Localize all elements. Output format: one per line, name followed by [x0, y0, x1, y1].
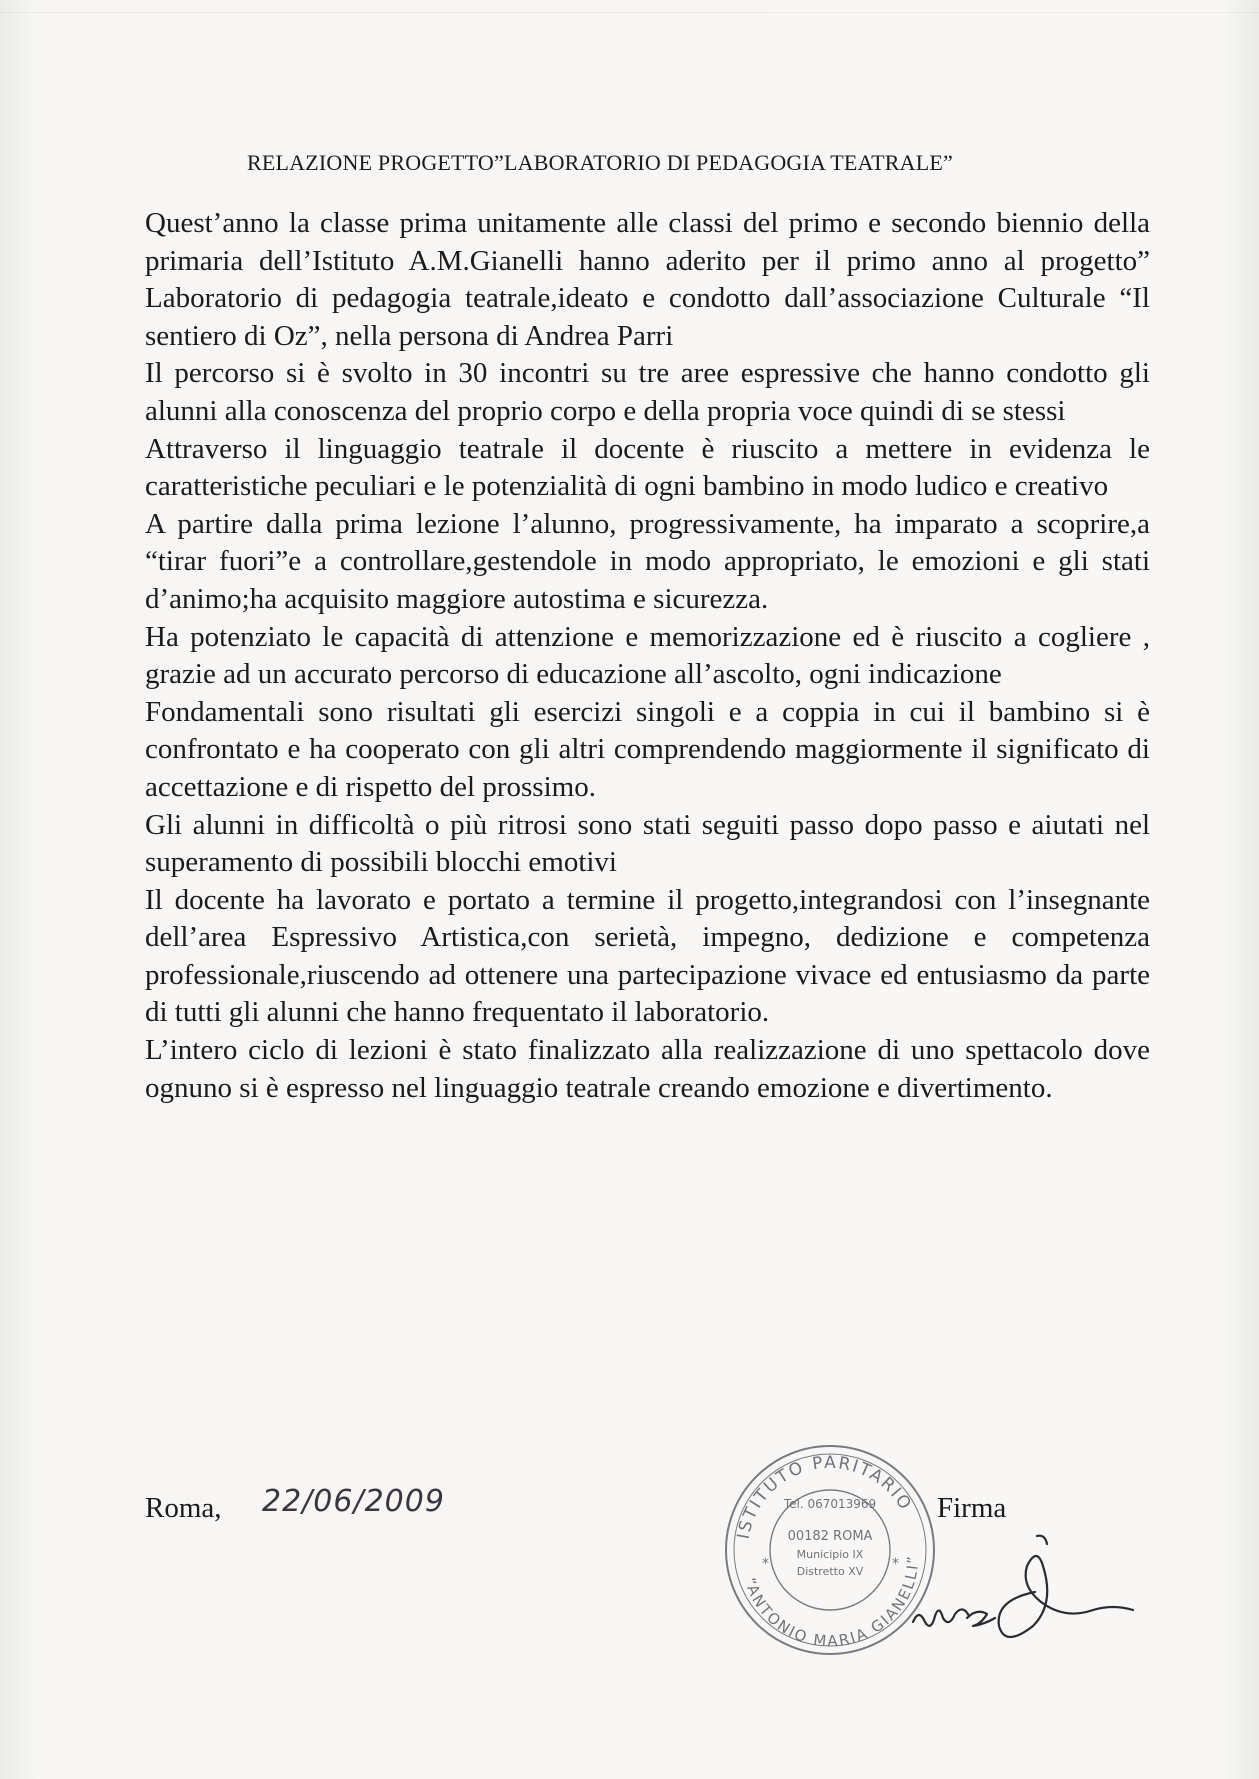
paragraph: Quest’anno la classe prima unitamente alle classi del primo e secondo biennio della primaria dell’Istituto A.M.Gianelli hanno aderito per il primo anno al progetto” Laboratorio di pedagogia teatrale,ideato e condotto dall’associazione Culturale “Il sentiero di Oz”, nella persona di Andrea Parri [145, 207, 1150, 352]
stamp-ring-text: ISTITUTO PARITARIO [733, 1452, 916, 1541]
svg-text:*: * [762, 1556, 769, 1572]
paragraph: Il docente ha lavorato e portato a termine il progetto,integrandosi con l’insegnante dell’area Espressivo Artistica,con serietà, impegno, dedizione e competenza professionale,riuscendo ad ottenere una partecipazione vivace ed entusiasmo da parte di tutti gli alunni che hanno frequentato il laboratorio. [145, 883, 1150, 1029]
paragraph: A partire dalla prima lezione l’alunno, progressivamente, ha imparato a scoprire,a “tirar fuori”e a controllare,gestendole in modo appropriato, le emozioni e gli stati d’animo;ha acquisito maggiore autostima e sicurezza. [145, 507, 1150, 615]
stamp-line1: 00182 ROMA [787, 1529, 873, 1544]
place-label: Roma, [145, 1492, 222, 1524]
handwritten-signature [905, 1530, 1165, 1660]
signature-label: Firma [937, 1492, 1007, 1524]
stamp-line2: Municipio IX [796, 1548, 864, 1561]
paragraph: Gli alunni in difficoltà o più ritrosi sono stati seguiti passo dopo passo e aiutati nel superamento di possibili blocchi emotivi [145, 808, 1150, 879]
paragraph: L’intero ciclo di lezioni è stato finalizzato alla realizzazione di uno spettacolo dove ognuno si è espresso nel linguaggio teatrale creando emozione e divertimento. [145, 1034, 1150, 1104]
stamp-phone: Tel. 067013969 [783, 1497, 877, 1511]
paragraph: Il percorso si è svolto in 30 incontri su tre aree espressive che hanno condotto gli alunni alla conoscenza del proprio corpo e della propria voce quindi di se stessi [145, 357, 1150, 427]
fold-line [0, 12, 1259, 13]
svg-text:*: * [892, 1556, 899, 1572]
svg-text:“ANTONIO MARIA GIANELLI”: “ANTONIO MARIA GIANELLI” [740, 1554, 923, 1651]
document-body [145, 205, 1150, 1107]
paragraph: Fondamentali sono risultati gli esercizi singoli e a coppia in cui il bambino si è confrontato e ha cooperato con gli altri comprendendo maggiormente il significato di accettazione e di rispetto del prossimo. [145, 695, 1150, 803]
document-heading: RELAZIONE PROGETTO”LABORATORIO DI PEDAGOGIA TEATRALE” [247, 150, 953, 175]
stamp-line3: Distretto XV [796, 1565, 864, 1578]
paragraph: Ha potenziato le capacità di attenzione e memorizzazione ed è riuscito a cogliere , grazie ad un accurato percorso di educazione all’ascolto, ogni indicazione [145, 620, 1150, 691]
handwritten-date: 22/06/2009 [262, 1484, 445, 1519]
paragraph: Attraverso il linguaggio teatrale il docente è riuscito a mettere in evidenza le caratteristiche peculiari e le potenzialità di ogni bambino in modo ludico e creativo [145, 432, 1150, 503]
